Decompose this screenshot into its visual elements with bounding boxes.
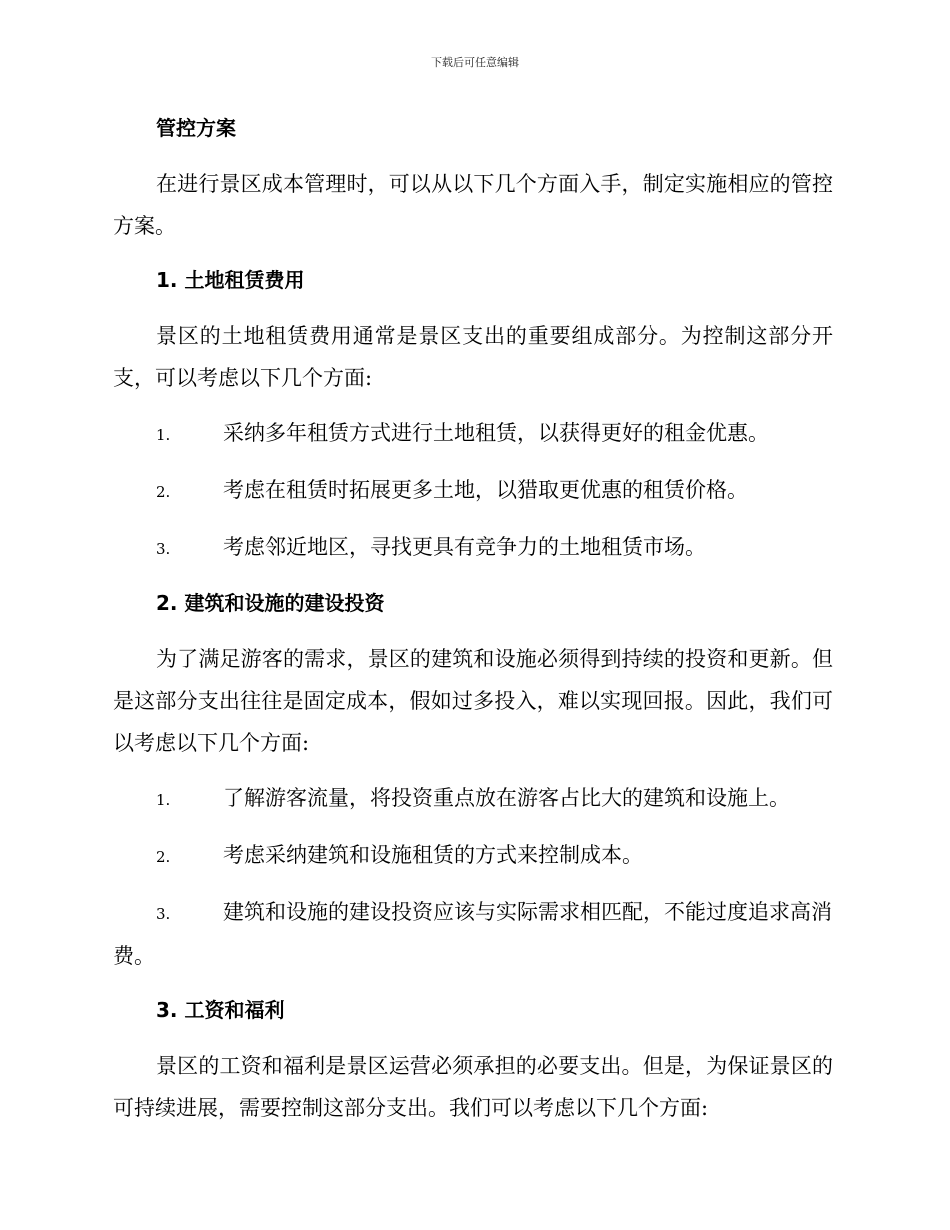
section-paragraph: 为了满足游客的需求，景区的建筑和设施必须得到持续的投资和更新。但是这部分支出往往是固定成本，假如过多投入，难以实现回报。因此，我们可以考虑以下几个方面: — [113, 647, 833, 755]
list-item — [113, 777, 833, 821]
page-header: 下载后可任意编辑 — [431, 56, 519, 69]
list-item-text: 考虑采纳建筑和设施租赁的方式来控制成本。 — [223, 843, 643, 867]
list-item-number: 3. — [156, 540, 171, 558]
list-item-number: 2. — [156, 483, 171, 501]
section-paragraph: 景区的土地租赁费用通常是景区支出的重要组成部分。为控制这部分开支，可以考虑以下几个方面: — [113, 324, 833, 390]
list-item-number: 1. — [156, 426, 171, 444]
section-heading: 2. 建筑和设施的建设投资 — [156, 591, 385, 615]
list-item — [113, 412, 833, 456]
list-item-number: 3. — [156, 905, 171, 923]
list-item-text: 采纳多年租赁方式进行土地租赁，以获得更好的租金优惠。 — [223, 421, 769, 445]
section-paragraph: 景区的工资和福利是景区运营必须承担的必要支出。但是，为保证景区的可持续进展，需要控制这部分支出。我们可以考虑以下几个方面: — [113, 1054, 833, 1120]
document-title: 管控方案 — [156, 116, 236, 140]
list-item — [113, 469, 833, 513]
list-item-text: 考虑在租赁时拓展更多土地，以猎取更优惠的租赁价格。 — [223, 478, 748, 502]
document-body — [113, 108, 833, 1142]
list-item-text: 建筑和设施的建设投资应该与实际需求相匹配，不能过度追求高消费。 — [113, 900, 832, 968]
list-item-number: 2. — [156, 848, 171, 866]
section-heading: 3. 工资和福利 — [156, 998, 285, 1022]
list-item-text: 了解游客流量，将投资重点放在游客占比大的建筑和设施上。 — [223, 786, 790, 810]
list-item-text: 考虑邻近地区，寻找更具有竞争力的土地租赁市场。 — [223, 535, 706, 559]
list-item-number: 1. — [156, 791, 171, 809]
list-item — [113, 526, 833, 570]
section-heading: 1. 土地租赁费用 — [156, 268, 305, 292]
list-item — [113, 834, 833, 878]
intro-paragraph: 在进行景区成本管理时，可以从以下几个方面入手，制定实施相应的管控方案。 — [113, 172, 833, 238]
list-item — [113, 891, 833, 977]
